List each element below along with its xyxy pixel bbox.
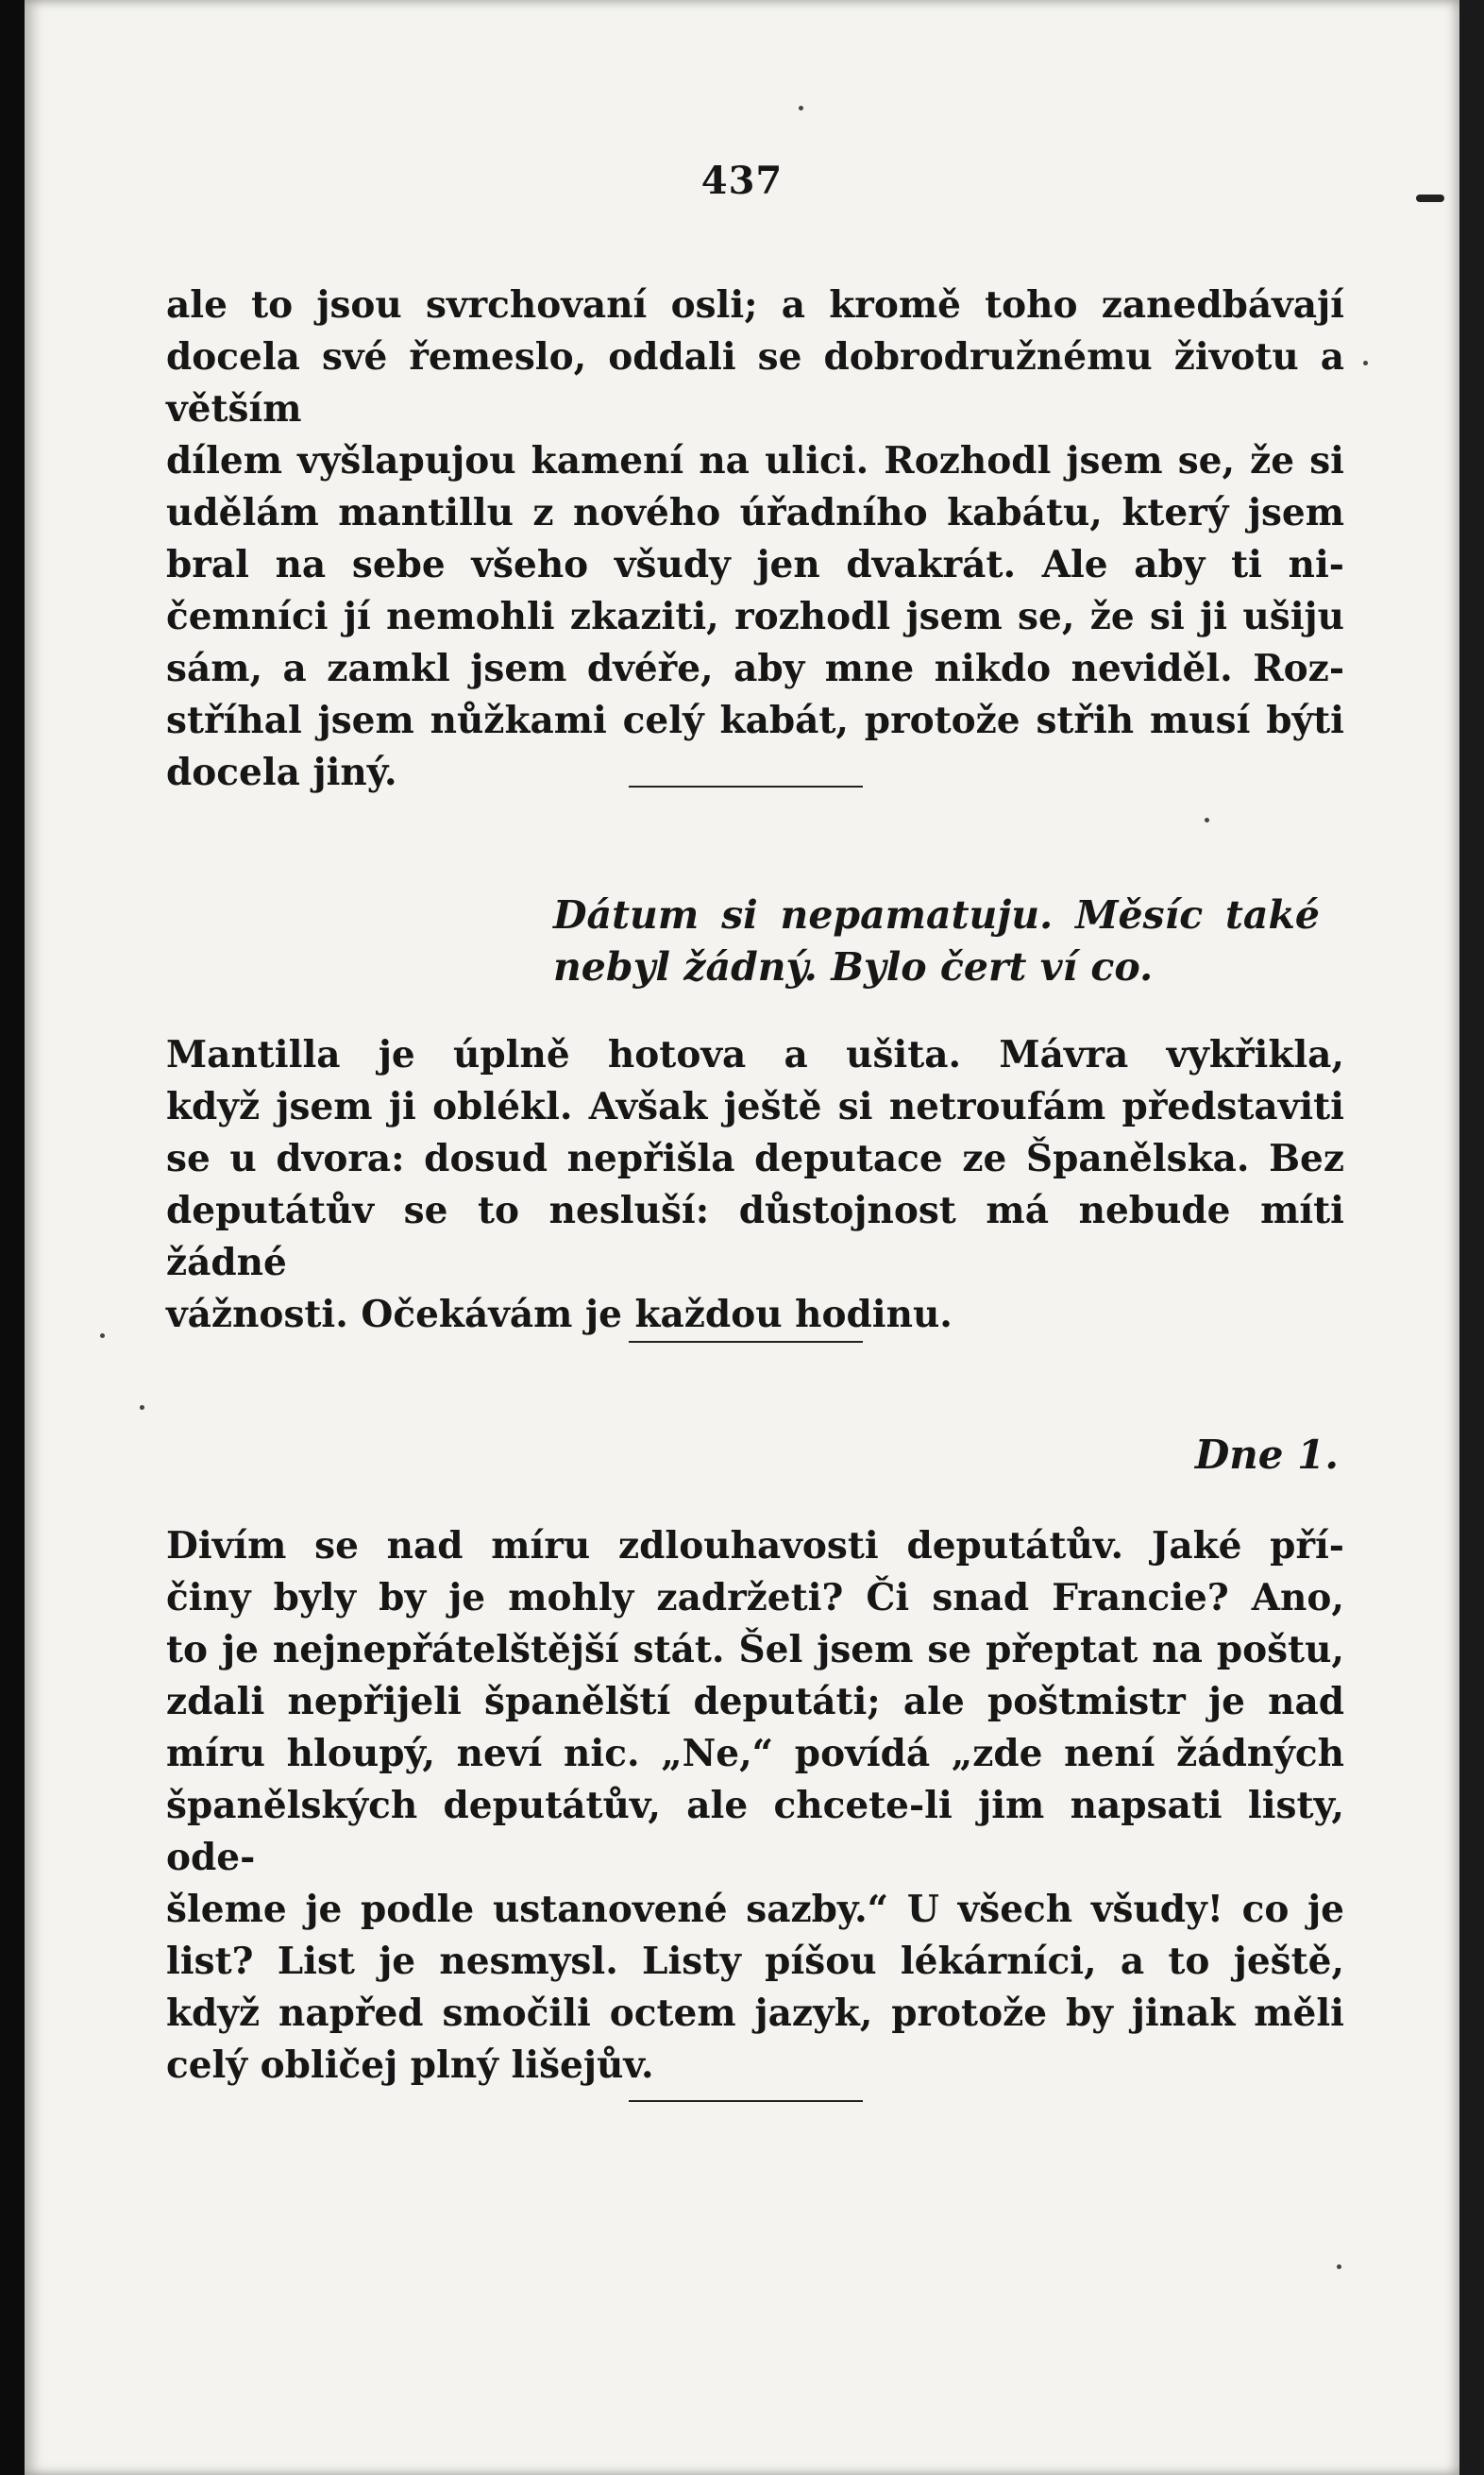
text-line: když jsem ji oblékl. Avšak ještě si netroufám představiti <box>166 1085 1344 1128</box>
text-line: docela své řemeslo, oddali se dobrodružnému životu a větším <box>166 335 1344 431</box>
paragraph-3 <box>166 1520 1344 2092</box>
text-line: když napřed smočili octem jazyk, protože by jinak měli <box>166 1992 1344 2035</box>
paragraph-1 <box>166 280 1344 799</box>
text-line: sám, a zamkl jsem dvéře, aby mne nikdo neviděl. Roz- <box>166 647 1344 690</box>
text-line: se u dvora: dosud nepřišla deputace ze Španělska. Bez <box>166 1137 1344 1180</box>
heading-line: Dátum si nepamatuju. Měsíc také <box>553 892 1320 938</box>
text-line: celý obličej plný lišejův. <box>166 2043 654 2087</box>
text-line: španělských deputátův, ale chcete-li jim napsati listy, ode- <box>166 1784 1344 1879</box>
paper-speck <box>140 1405 144 1410</box>
paper-speck <box>1337 2264 1341 2269</box>
section-divider <box>629 2100 863 2102</box>
text-line: zdali nepřijeli španělští deputáti; ale poštmistr je nad <box>166 1680 1344 1723</box>
paper-speck <box>1363 361 1368 365</box>
section-divider <box>629 786 863 788</box>
paper-speck <box>799 106 803 110</box>
book-spine-shadow <box>0 0 25 2475</box>
text-line: Mantilla je úplně hotova a ušita. Mávra vykřikla, <box>166 1033 1344 1076</box>
paper-speck <box>100 1333 105 1338</box>
text-line: list? List je nesmysl. Listy píšou lékárníci, a to ještě, <box>166 1940 1344 1983</box>
text-line: Divím se nad míru zdlouhavosti deputátův. Jaké pří- <box>166 1524 1344 1568</box>
ink-blot <box>1416 195 1444 202</box>
text-line: bral na sebe všeho všudy jen dvakrát. Ale aby ti ni- <box>166 543 1344 586</box>
text-line: stříhal jsem nůžkami celý kabát, protože střih musí býti <box>166 699 1344 742</box>
entry-heading-date-unknown <box>553 890 1320 993</box>
text-line: docela jiný. <box>166 751 397 794</box>
text-line: to je nejnepřátelštější stát. Šel jsem se přeptat na poštu, <box>166 1628 1344 1671</box>
book-page <box>25 0 1459 2475</box>
section-divider <box>629 1341 863 1343</box>
text-line: udělám mantillu z nového úřadního kabátu, který jsem <box>166 491 1344 534</box>
text-line: činy byly by je mohly zadržeti? Či snad Francie? Ano, <box>166 1576 1344 1619</box>
paper-speck <box>1205 818 1209 822</box>
text-line: šleme je podle ustanovené sazby.“ U všech všudy! co je <box>166 1888 1344 1931</box>
text-line: čemníci jí nemohli zkaziti, rozhodl jsem se, že si ji ušiju <box>166 595 1344 638</box>
text-line: ale to jsou svrchovaní osli; a kromě toho zanedbávají <box>166 283 1344 327</box>
text-line: deputátův se to nesluší: důstojnost má nebude míti žádné <box>166 1189 1344 1284</box>
page-edge-shadow <box>1459 0 1484 2475</box>
text-line: dílem vyšlapujou kamení na ulici. Rozhodl jsem se, že si <box>166 439 1344 483</box>
entry-heading-date: Dne 1. <box>1194 1432 1339 1478</box>
heading-line: nebyl žádný. Bylo čert ví co. <box>553 944 1154 990</box>
page-number: 437 <box>700 159 784 203</box>
text-line: míru hloupý, neví nic. „Ne,“ povídá „zde není žádných <box>166 1732 1344 1775</box>
paragraph-2 <box>166 1029 1344 1341</box>
text-line: vážnosti. Očekávám je každou hodinu. <box>166 1293 953 1336</box>
